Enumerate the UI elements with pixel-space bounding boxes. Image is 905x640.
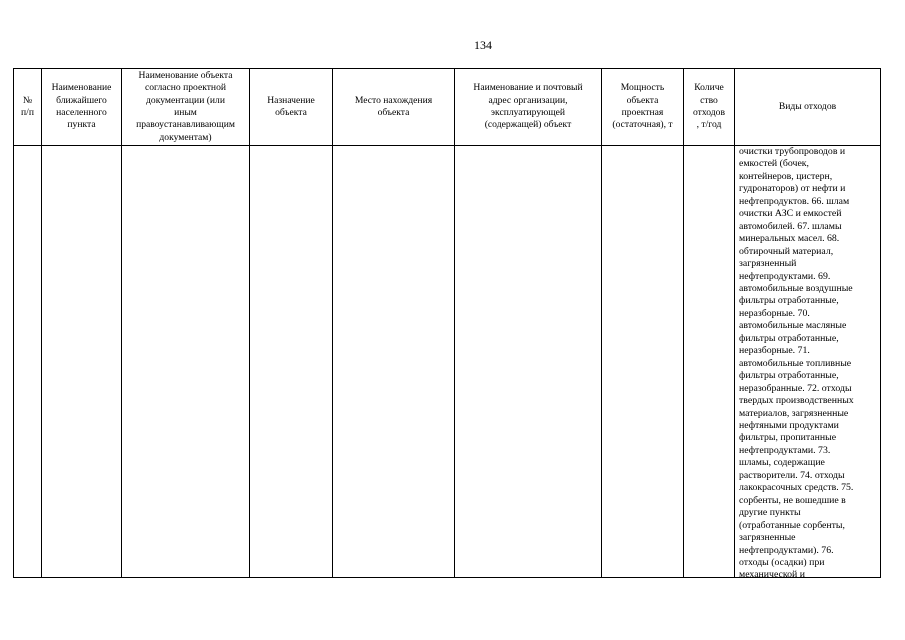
- header-design-capacity: Мощность объекта проектная (остаточная), т: [602, 69, 684, 146]
- cell-nearest-settlement: [42, 146, 122, 578]
- waste-types-text: очистки трубопроводов и емкостей (бочек, контейнеров, цистерн, гудронаторов) от нефти и нефтепродуктов. 66. шлам очистки АЗС и емкостей автомобилей. 67. шламы минеральных масел. 68. обтирочный материал, загрязненный нефтепродуктами. 69. автомобильные воздушные фильтры отработанные, неразборные. 70. автомобильные масляные фильтры отработанные, неразборные. 71. автомобильные топливные фильтры отработанные, неразобранные. 72. отходы твердых производственных материалов, загрязненные нефтяными продуктами фильтры, пропитанные нефтепродуктами. 73. шламы, содержащие растворители. 74. отходы лакокрасочных средств. 75. сорбенты, не вошедшие в другие пункты (отработанные сорбенты, загрязненные нефтепродуктами). 76. отходы (осадки) при механической и: [739, 146, 854, 581]
- header-object-location: Место нахождения объекта: [333, 69, 455, 146]
- table-header: [14, 69, 881, 146]
- cell-object-purpose: [250, 146, 333, 578]
- header-object-name: Наименование объекта согласно проектной документации (или иным правоустанавливающим документам): [122, 69, 250, 146]
- header-operator-organization: Наименование и почтовый адрес организации, эксплуатирующей (содержащей) объект: [455, 69, 602, 146]
- header-waste-types: Виды отходов: [735, 69, 881, 146]
- header-number: № п/п: [14, 69, 42, 146]
- header-waste-quantity: Количе ство отходов , т/год: [684, 69, 735, 146]
- header-row: [14, 69, 881, 146]
- cell-object-name: [122, 146, 250, 578]
- cell-waste-quantity: [684, 146, 735, 578]
- cell-design-capacity: [602, 146, 684, 578]
- table-row: [14, 146, 881, 578]
- table-body: [14, 146, 881, 581]
- page-number: 134: [474, 38, 492, 52]
- header-nearest-settlement: Наименование ближайшего населенного пункта: [42, 69, 122, 146]
- cell-number: [14, 146, 42, 578]
- header-object-purpose: Назначение объекта: [250, 69, 333, 146]
- cell-object-location: [333, 146, 455, 578]
- cell-operator-organization: [455, 146, 602, 578]
- waste-objects-table: [13, 68, 881, 581]
- cell-waste-types: [735, 146, 881, 581]
